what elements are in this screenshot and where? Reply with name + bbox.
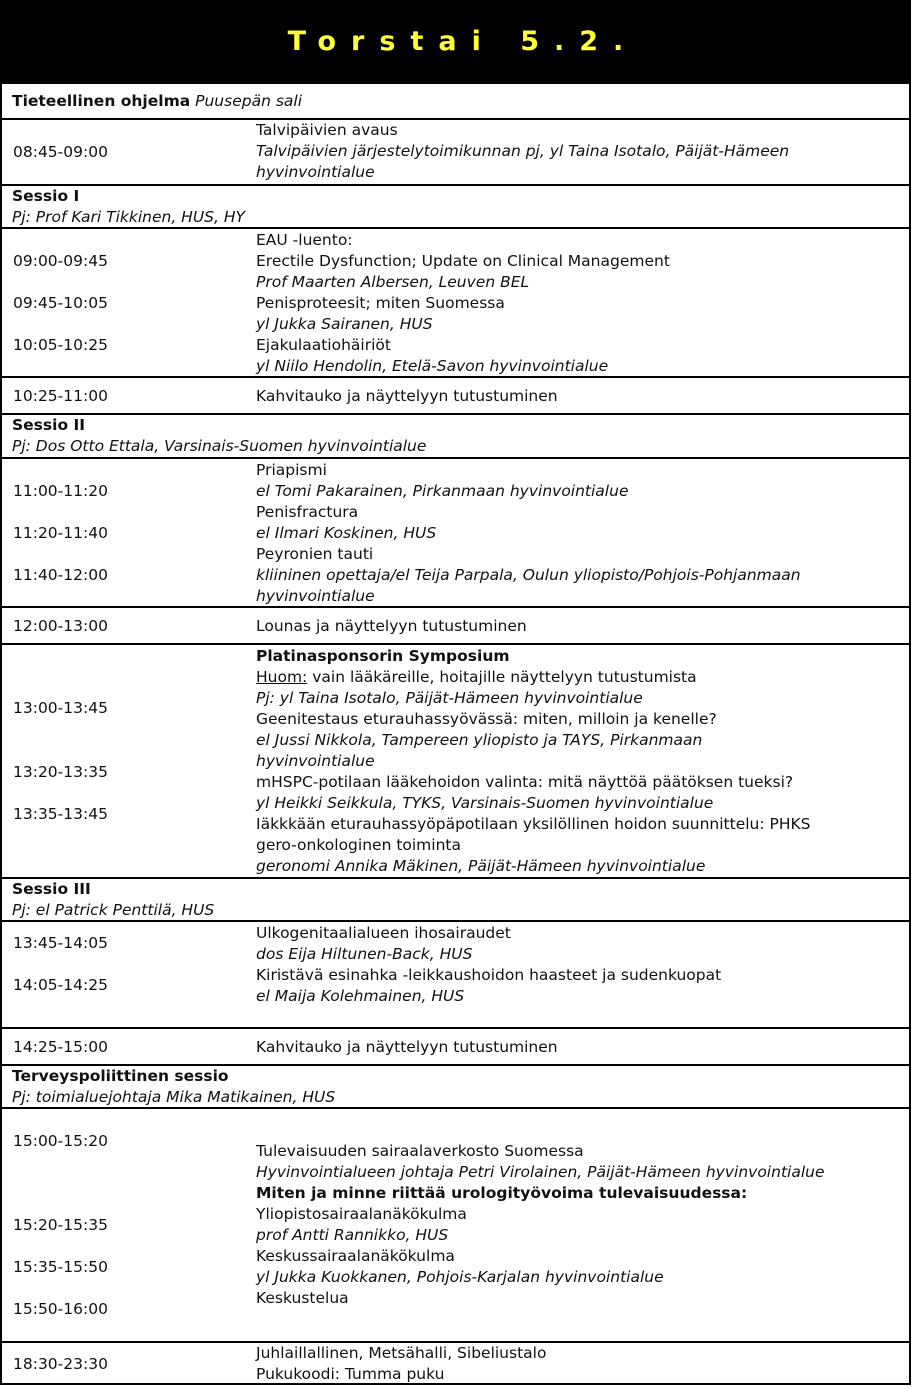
talk-title: Ulkogenitaalialueen ihosairaudet [256,924,511,942]
talk-speaker: yl Jukka Kuokkanen, Pohjois-Karjalan hyvinvointialue [256,1268,664,1286]
symposium-row [2,643,909,877]
program-label: Tieteellinen ohjelma [12,92,191,110]
break1-time: 10:25-11:00 [13,387,108,405]
lunch-time: 12:00-13:00 [13,617,108,635]
dinner-time: 18:30-23:30 [13,1355,108,1373]
talk-title: Penisproteesit; miten Suomessa [256,294,505,312]
session3-body [2,920,909,1027]
policy-session-header [2,1064,909,1107]
symposium-title: Platinasponsorin Symposium [256,647,510,665]
talk-title: mHSPC-potilaan lääkehoidon valinta: mitä näyttöä päätöksen tueksi? [256,773,794,791]
policy-title: Terveyspoliittinen sessio [12,1067,229,1085]
symposium-time-2: 13:20-13:35 [13,763,108,781]
lunch-label: Lounas ja näyttelyyn tutustuminen [256,617,527,635]
symposium-chair: Pj: yl Taina Isotalo, Päijät-Hämeen hyvinvointialue [256,689,643,707]
opening-title: Talvipäivien avaus [256,121,398,139]
session2-time-2: 11:20-11:40 [13,524,108,542]
session1-time-3: 10:05-10:25 [13,336,108,354]
coffee-break-row-2 [2,1027,909,1064]
talk-title: Peyronien tauti [256,545,374,563]
break2-time: 14:25-15:00 [13,1038,108,1056]
talk-title: Iäkkkään eturauhassyöpäpotilaan yksilöllinen hoidon suunnittelu: PHKS [256,815,811,833]
policy-session-body [2,1107,909,1341]
note-text: vain lääkäreille, hoitajille näyttelyyn tutustumista [307,668,697,686]
opening-speaker: Talvipäivien järjestelytoimikunnan pj, yl Taina Isotalo, Päijät-Hämeen [256,142,790,160]
talk-title: Geenitestaus eturauhassyövässä: miten, milloin ja kenelle? [256,710,717,728]
talk-speaker: geronomi Annika Mäkinen, Päijät-Hämeen hyvinvointialue [256,857,706,875]
session3-title: Sessio III [12,880,91,898]
dinner-row [2,1341,909,1385]
policy-time-4: 15:50-16:00 [13,1300,108,1318]
session3-chair: Pj: el Patrick Penttilä, HUS [12,901,215,919]
talk-title: Kiristävä esinahka -leikkaushoidon haasteet ja sudenkuopat [256,966,722,984]
talk-speaker: dos Eija Hiltunen-Back, HUS [256,945,473,963]
session2-title: Sessio II [12,416,86,434]
session1-time-1: 09:00-09:45 [13,252,108,270]
session2-time-3: 11:40-12:00 [13,566,108,584]
symposium-time-1: 13:00-13:45 [13,699,108,717]
session3-time-2: 14:05-14:25 [13,976,108,994]
program-header [2,82,909,118]
lunch-row [2,606,909,643]
symposium-note [256,667,901,688]
talk-title: Yliopistosairaalanäkökulma [256,1205,467,1223]
policy-subtitle: Miten ja minne riittää urologityövoima tulevaisuudessa: [256,1184,748,1202]
break2-label: Kahvitauko ja näyttelyyn tutustuminen [256,1038,558,1056]
talk-title-cont: gero-onkologinen toiminta [256,836,461,854]
talk-speaker: el Tomi Pakarainen, Pirkanmaan hyvinvointialue [256,482,629,500]
opening-time: 08:45-09:00 [13,143,108,161]
talk-speaker: el Maija Kolehmainen, HUS [256,987,465,1005]
day-title: Torstai 5.2. [287,25,639,57]
policy-time-2: 15:20-15:35 [13,1216,108,1234]
talk-speaker: yl Jukka Sairanen, HUS [256,315,433,333]
session3-time-1: 13:45-14:05 [13,934,108,952]
coffee-break-row-1 [2,376,909,413]
talk-title: Penisfractura [256,503,359,521]
note-label: Huom: [256,668,308,686]
talk-speaker: kliininen opettaja/el Teija Parpala, Oulun yliopisto/Pohjois-Pohjanmaan [256,566,801,584]
session1-time-2: 09:45-10:05 [13,294,108,312]
talk-title: Tulevaisuuden sairaalaverkosto Suomessa [256,1142,584,1160]
session2-header [2,413,909,457]
talk-title: Keskussairaalanäkökulma [256,1247,455,1265]
talk-speaker: el Ilmari Koskinen, HUS [256,524,437,542]
program-location: Puusepän sali [195,92,303,110]
session1-header [2,184,909,227]
talk-title: Priapismi [256,461,327,479]
talk-title: Ejakulaatiohäiriöt [256,336,391,354]
session2-body [2,457,909,606]
talk-speaker-cont: hyvinvointialue [256,587,375,605]
day-title-bar [2,0,909,82]
session2-time-1: 11:00-11:20 [13,482,108,500]
policy-time-3: 15:35-15:50 [13,1258,108,1276]
symposium-time-3: 13:35-13:45 [13,805,108,823]
opening-row [2,118,909,184]
talk-speaker: yl Heikki Seikkula, TYKS, Varsinais-Suomen hyvinvointialue [256,794,714,812]
session1-body [2,227,909,376]
talk-speaker-cont: hyvinvointialue [256,752,375,770]
talk-title: Erectile Dysfunction; Update on Clinical Management [256,252,670,270]
session2-chair: Pj: Dos Otto Ettala, Varsinais-Suomen hyvinvointialue [12,437,427,455]
talk-speaker: yl Niilo Hendolin, Etelä-Savon hyvinvointialue [256,357,609,375]
talk-speaker: el Jussi Nikkola, Tampereen yliopisto ja TAYS, Pirkanmaan [256,731,703,749]
break1-label: Kahvitauko ja näyttelyyn tutustuminen [256,387,558,405]
policy-time-1: 15:00-15:20 [13,1132,108,1150]
talk-speaker: prof Antti Rannikko, HUS [256,1226,449,1244]
talk-label: EAU -luento: [256,231,353,249]
opening-speaker-cont: hyvinvointialue [256,163,375,181]
session1-chair: Pj: Prof Kari Tikkinen, HUS, HY [12,208,245,226]
dinner-label: Juhlaillallinen, Metsähalli, Sibeliustalo [256,1344,547,1362]
policy-chair: Pj: toimialuejohtaja Mika Matikainen, HUS [12,1088,336,1106]
talk-speaker: Hyvinvointialueen johtaja Petri Virolainen, Päijät-Hämeen hyvinvointialue [256,1163,825,1181]
session3-header [2,877,909,920]
dress-code: Pukukoodi: Tumma puku [256,1365,445,1383]
talk-speaker: Prof Maarten Albersen, Leuven BEL [256,273,530,291]
talk-title: Keskustelua [256,1289,349,1307]
session1-title: Sessio I [12,187,80,205]
